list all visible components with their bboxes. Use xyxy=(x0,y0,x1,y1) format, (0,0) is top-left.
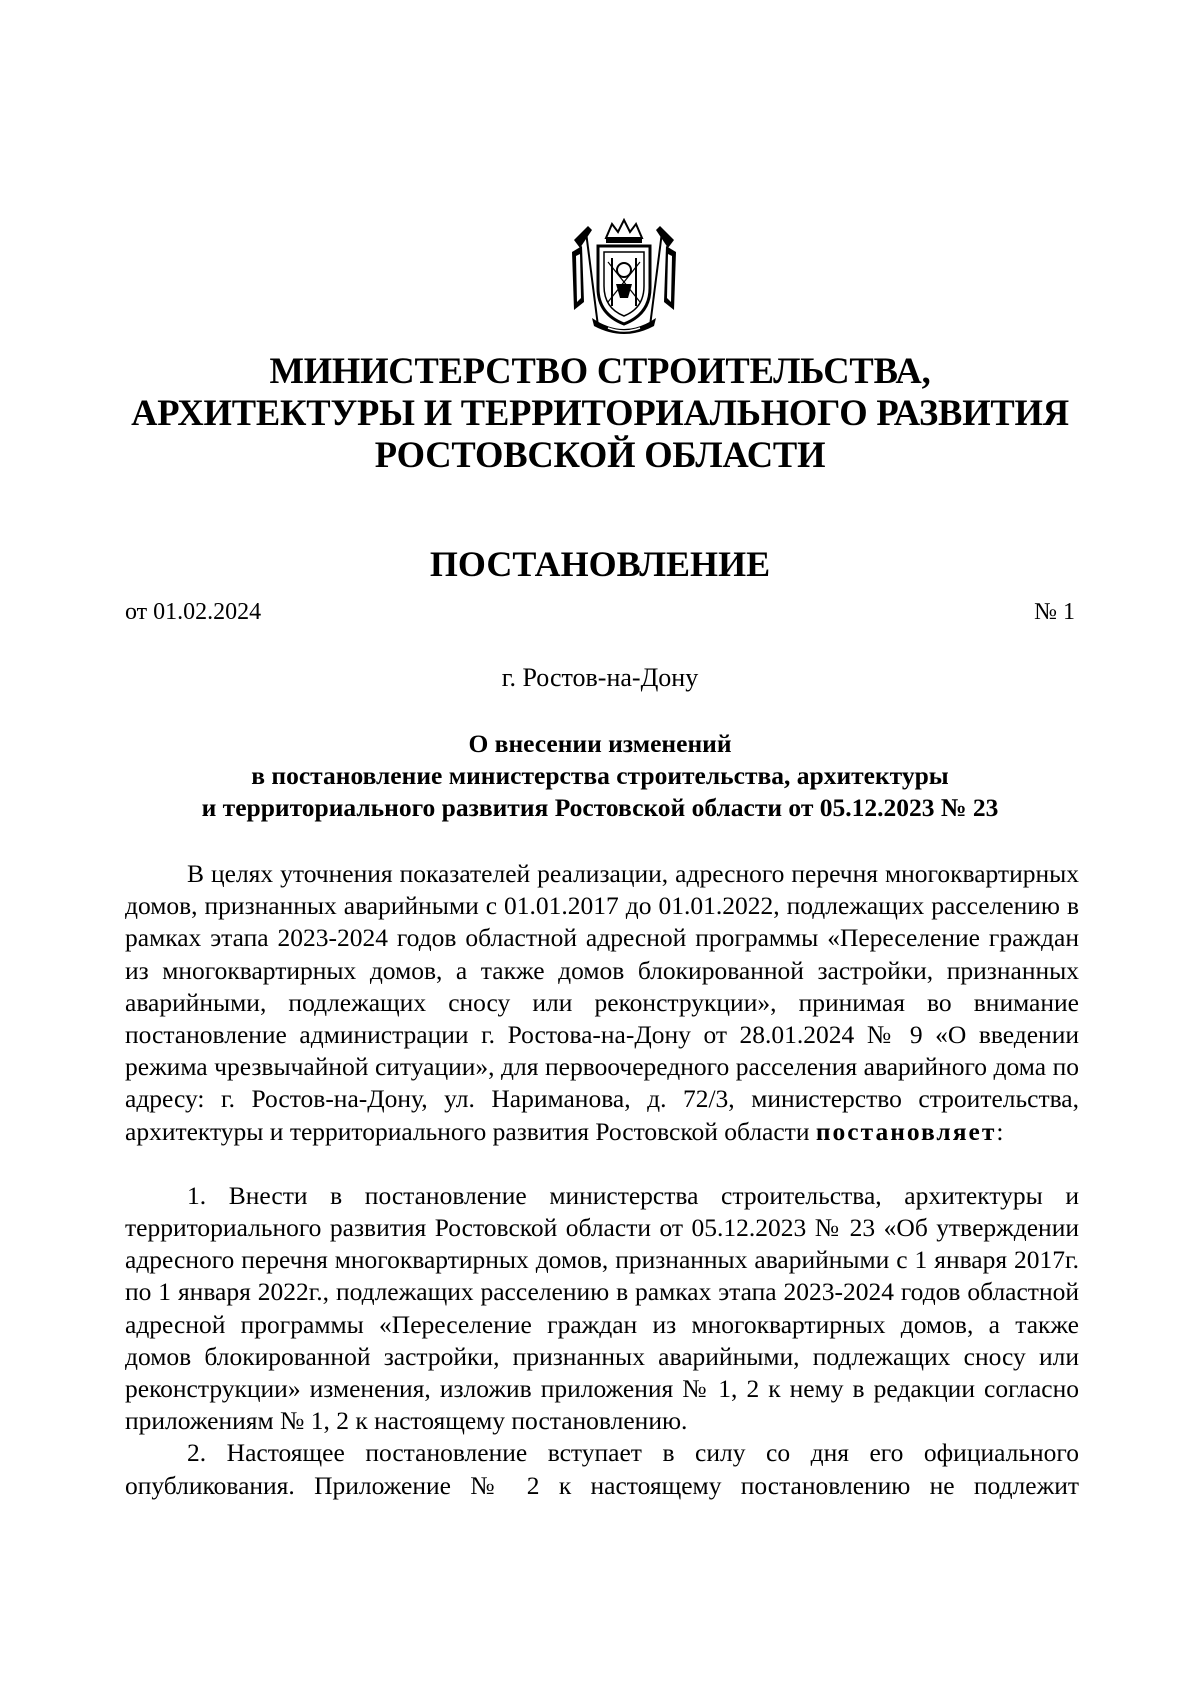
subject-line: в постановление министерства строительства, архитектуры xyxy=(251,761,949,790)
document-number: № 1 xyxy=(1034,599,1075,625)
document-city: г. Ростов-на-Дону xyxy=(501,663,699,692)
document-subject xyxy=(120,728,1080,824)
item-paragraph: 2. Настоящее постановление вступает в силу со дня его официального опубликования. Приложение № 2 к настоящему постановлению не подлежит xyxy=(125,1438,1079,1500)
date-number-line xyxy=(125,596,1075,628)
preamble-end: : xyxy=(996,1116,1004,1146)
coat-of-arms-icon xyxy=(568,218,680,340)
subject-line: О внесении изменений xyxy=(468,729,732,758)
document-date: от 01.02.2024 xyxy=(125,599,262,625)
preamble-paragraph xyxy=(125,858,1079,1148)
ministry-name-line: АРХИТЕКТУРЫ И ТЕРРИТОРИАЛЬНОГО РАЗВИТИЯ xyxy=(131,392,1069,433)
document-body xyxy=(125,858,1079,1502)
ministry-name xyxy=(120,350,1080,476)
subject-line: и территориального развития Ростовской области от 05.12.2023 № 23 xyxy=(201,793,999,822)
preamble-emphasis: постановляет xyxy=(815,1116,997,1146)
ministry-name-line: РОСТОВСКОЙ ОБЛАСТИ xyxy=(374,434,826,475)
paragraph-spacer xyxy=(125,1148,1079,1180)
item-paragraph: 1. Внести в постановление министерства строительства, архитектуры и территориального развития Ростовской области от 05.12.2023 № 23 «Об утверждении адресного перечня многоквартирных домов, признанных аварийными с 1 января 2017г. по 1 января 2022г., подлежащих расселению в рамках этапа 2023-2024 годов областной адресной программы «Переселение граждан из многоквартирных домов, а также домов блокированной застройки, признанных аварийными, подлежащих сносу или реконструкции» изменения, изложив приложения № 1, 2 к нему в редакции согласно приложениям № 1, 2 к настоящему постановлению. xyxy=(125,1180,1079,1436)
preamble-text: В целях уточнения показателей реализации, адресного перечня многоквартирных домов, признанных аварийными с 01.01.2017 до 01.01.2022, подлежащих расселению в рамках этапа 2023-2024 годов областной адресной программы «Переселение граждан из многоквартирных домов, а также домов блокированной застройки, признанных аварийными, подлежащих сносу или реконструкции», принимая во внимание постановление администрации г. Ростова-на-Дону от 28.01.2024 № 9 «О введении режима чрезвычайной ситуации», для первоочередного расселения аварийного дома по адресу: г. Ростов-на-Дону, ул. Нариманова, д. 72/3, министерство строительства, архитектуры и территориального развития Ростовской области xyxy=(125,859,1079,1146)
document-type-title: ПОСТАНОВЛЕНИЕ xyxy=(429,544,771,584)
ministry-name-line: МИНИСТЕРСТВО СТРОИТЕЛЬСТВА, xyxy=(269,350,931,391)
